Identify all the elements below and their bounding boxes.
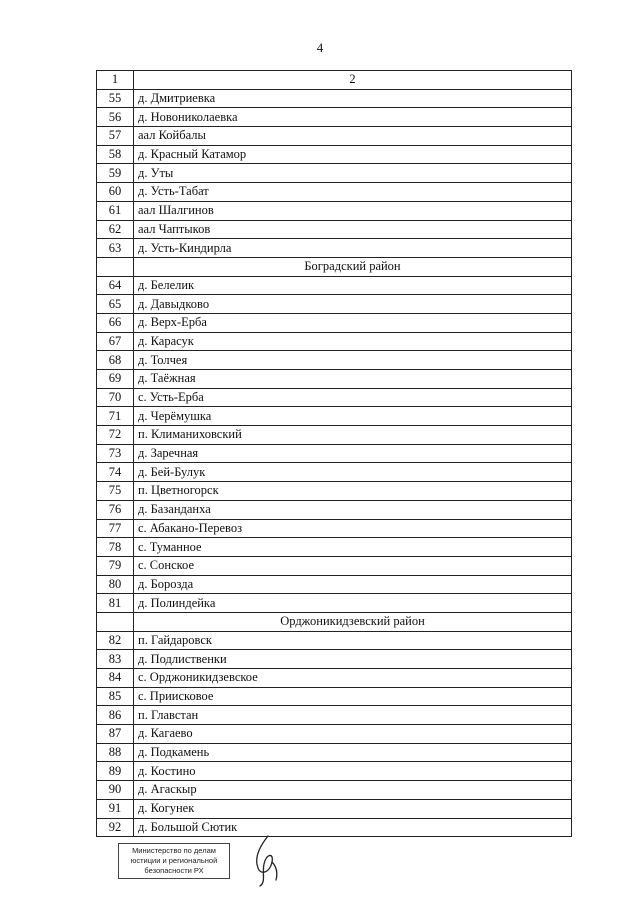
table-row: [97, 220, 572, 239]
settlement-name: с. Сонское: [134, 556, 572, 575]
table-row: [97, 725, 572, 744]
table-row: [97, 388, 572, 407]
settlement-name: д. Кагаево: [134, 725, 572, 744]
row-number: 82: [97, 631, 134, 650]
table-row: [97, 781, 572, 800]
row-number: 92: [97, 818, 134, 837]
stamp-line: Министерство по делам: [132, 846, 216, 855]
row-number: 84: [97, 669, 134, 688]
section-number-cell: [97, 612, 134, 631]
settlement-name: д. Подлиственки: [134, 650, 572, 669]
row-number: 73: [97, 444, 134, 463]
row-number: 74: [97, 463, 134, 482]
settlement-name: с. Приисковое: [134, 687, 572, 706]
row-number: 70: [97, 388, 134, 407]
row-number: 87: [97, 725, 134, 744]
settlement-name: д. Базанданха: [134, 500, 572, 519]
table-row: [97, 575, 572, 594]
settlement-name: д. Верх-Ерба: [134, 313, 572, 332]
row-number: 83: [97, 650, 134, 669]
table-row: [97, 762, 572, 781]
settlement-name: аал Шалгинов: [134, 201, 572, 220]
row-number: 69: [97, 370, 134, 389]
table-row: [97, 295, 572, 314]
table-row: [97, 631, 572, 650]
settlement-name: д. Таёжная: [134, 370, 572, 389]
settlement-name: д. Красный Катамор: [134, 145, 572, 164]
table-row: [97, 482, 572, 501]
row-number: 66: [97, 313, 134, 332]
table-row: [97, 201, 572, 220]
table-row: [97, 164, 572, 183]
row-number: 72: [97, 426, 134, 445]
table-row: [97, 426, 572, 445]
table-row: [97, 276, 572, 295]
settlement-name: д. Большой Сютик: [134, 818, 572, 837]
table-row: [97, 669, 572, 688]
table-row: [97, 519, 572, 538]
row-number: 80: [97, 575, 134, 594]
table-row: [97, 650, 572, 669]
handwritten-signature: [246, 832, 286, 888]
row-number: 62: [97, 220, 134, 239]
section-row: [97, 257, 572, 276]
row-number: 76: [97, 500, 134, 519]
row-number: 78: [97, 538, 134, 557]
row-number: 59: [97, 164, 134, 183]
table-row: [97, 687, 572, 706]
settlement-name: аал Чаптыков: [134, 220, 572, 239]
table-row: [97, 370, 572, 389]
table-row: [97, 183, 572, 202]
table-row: [97, 89, 572, 108]
row-number: 88: [97, 743, 134, 762]
table-row: [97, 594, 572, 613]
table-row: [97, 108, 572, 127]
column-header-name: 2: [134, 71, 572, 90]
settlement-name: д. Белелик: [134, 276, 572, 295]
column-header-number: 1: [97, 71, 134, 90]
settlement-name: д. Агаскыр: [134, 781, 572, 800]
section-title: Боградский район: [134, 257, 572, 276]
row-number: 85: [97, 687, 134, 706]
settlement-name: п. Цветногорск: [134, 482, 572, 501]
section-row: [97, 612, 572, 631]
row-number: 63: [97, 239, 134, 258]
section-title: Орджоникидзевский район: [134, 612, 572, 631]
row-number: 60: [97, 183, 134, 202]
page-number: 4: [316, 40, 324, 55]
settlement-name: д. Усть-Табат: [134, 183, 572, 202]
table-row: [97, 313, 572, 332]
stamp-line: безопасности РХ: [144, 866, 204, 875]
settlement-name: д. Усть-Киндирла: [134, 239, 572, 258]
row-number: 75: [97, 482, 134, 501]
row-number: 56: [97, 108, 134, 127]
settlement-name: с. Усть-Ерба: [134, 388, 572, 407]
table-row: [97, 444, 572, 463]
row-number: 57: [97, 127, 134, 146]
settlement-name: п. Климаниховский: [134, 426, 572, 445]
settlements-table: [96, 70, 572, 837]
settlement-name: д. Толчея: [134, 351, 572, 370]
row-number: 79: [97, 556, 134, 575]
table-row: [97, 799, 572, 818]
row-number: 71: [97, 407, 134, 426]
row-number: 90: [97, 781, 134, 800]
settlement-name: д. Дмитриевка: [134, 89, 572, 108]
row-number: 91: [97, 799, 134, 818]
settlement-name: д. Полиндейка: [134, 594, 572, 613]
table-row: [97, 351, 572, 370]
table-row: [97, 239, 572, 258]
row-number: 67: [97, 332, 134, 351]
settlement-name: д. Давыдково: [134, 295, 572, 314]
table-row: [97, 706, 572, 725]
row-number: 61: [97, 201, 134, 220]
settlement-name: д. Костино: [134, 762, 572, 781]
row-number: 81: [97, 594, 134, 613]
table-row: [97, 538, 572, 557]
settlement-name: д. Борозда: [134, 575, 572, 594]
settlement-name: д. Карасук: [134, 332, 572, 351]
settlement-name: аал Койбалы: [134, 127, 572, 146]
settlement-name: с. Туманное: [134, 538, 572, 557]
row-number: 65: [97, 295, 134, 314]
row-number: 58: [97, 145, 134, 164]
row-number: 68: [97, 351, 134, 370]
table-row: [97, 743, 572, 762]
table-header-row: [97, 71, 572, 90]
row-number: 55: [97, 89, 134, 108]
table-body: [97, 71, 572, 837]
settlement-name: с. Орджоникидзевское: [134, 669, 572, 688]
table-row: [97, 127, 572, 146]
settlement-name: д. Заречная: [134, 444, 572, 463]
row-number: 77: [97, 519, 134, 538]
settlement-name: д. Черёмушка: [134, 407, 572, 426]
settlement-name: д. Подкамень: [134, 743, 572, 762]
settlement-name: п. Главстан: [134, 706, 572, 725]
table-row: [97, 556, 572, 575]
table-row: [97, 332, 572, 351]
table-row: [97, 463, 572, 482]
settlement-name: п. Гайдаровск: [134, 631, 572, 650]
table-row: [97, 818, 572, 837]
settlement-name: д. Новониколаевка: [134, 108, 572, 127]
row-number: 64: [97, 276, 134, 295]
table-row: [97, 145, 572, 164]
settlement-name: с. Абакано-Перевоз: [134, 519, 572, 538]
section-number-cell: [97, 257, 134, 276]
table-row: [97, 500, 572, 519]
stamp-line: юстиции и региональной: [130, 856, 218, 865]
settlement-name: д. Уты: [134, 164, 572, 183]
table-row: [97, 407, 572, 426]
settlement-name: д. Бей-Булук: [134, 463, 572, 482]
settlement-name: д. Когунек: [134, 799, 572, 818]
row-number: 89: [97, 762, 134, 781]
registration-stamp: [118, 843, 230, 879]
row-number: 86: [97, 706, 134, 725]
